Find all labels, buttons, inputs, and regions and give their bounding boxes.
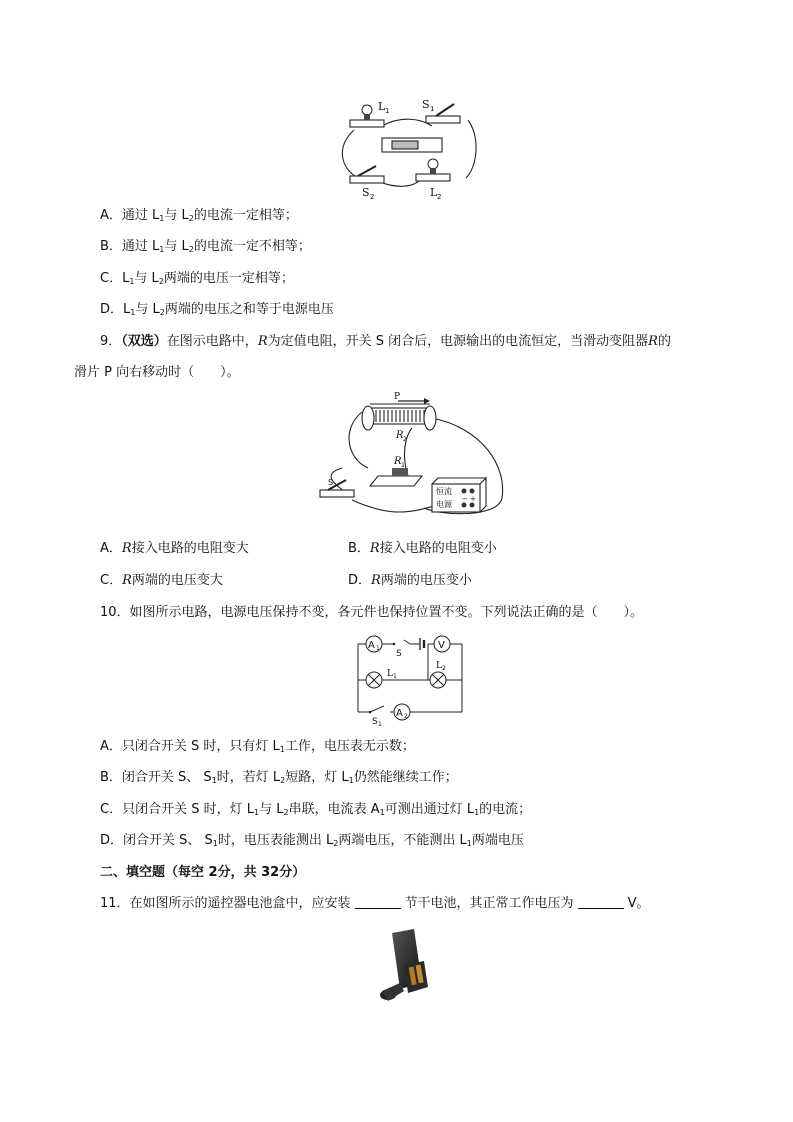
q9-box-label-bottom: 电源: [436, 500, 452, 509]
q9-circuit-figure: [312, 388, 512, 524]
q8-label-s1: S: [422, 98, 430, 111]
q9-label-r1: R: [394, 456, 402, 467]
section-2-title: 二、填空题（每空 2分，共 32分）: [100, 865, 306, 880]
q9-option-d: D．R两端的电压变小: [348, 573, 472, 588]
q11-blank-2[interactable]: [578, 896, 624, 909]
q10-label-a2: A: [396, 708, 403, 719]
q11-remote-photo: [370, 925, 440, 1009]
q10-option-b: B．闭合开关 S、 $S_1$时，若灯 $L_2$短路，灯 $L_1$仍然能继续工作；: [100, 770, 458, 785]
q10-label-l2: L: [436, 661, 442, 671]
svg-text:1: 1: [378, 721, 382, 726]
q10-label-a1: A: [368, 640, 375, 651]
q8-circuit-figure: [340, 96, 480, 200]
q9-stem-line2: 滑片 P 向右移动时（ ）。: [74, 365, 240, 380]
svg-text:1: 1: [393, 673, 397, 680]
q9-box-label-top: 恒流: [436, 487, 452, 496]
svg-text:− +: − +: [462, 495, 476, 503]
q10-label-v: V: [438, 640, 445, 651]
q10-circuit-figure: [350, 630, 470, 726]
q9-option-b: B．R接入电路的电阻变小: [348, 541, 497, 556]
q8-label-s2: S: [362, 186, 370, 199]
svg-text:1: 1: [430, 105, 435, 113]
q10-option-c: C．只闭合开关 S 时，灯 $L_1$与 $L_2$串联，电流表 $A_1$可测出通过灯 $L_1$的电流；: [100, 802, 532, 817]
svg-text:2: 2: [437, 193, 442, 200]
q8-option-b: B．通过 $L_1$与 $L_2$的电流一定不相等；: [100, 239, 311, 254]
q9-option-a: A．R接入电路的电阻变大: [100, 541, 249, 556]
q8-label-l2: L: [430, 186, 438, 199]
q9-stem-line1: 9．（双选）在图示电路中，R为定值电阻，开关 S 闭合后，电源输出的电流恒定，当滑动变阻器R的: [100, 334, 671, 349]
svg-text:2: 2: [404, 713, 408, 720]
q8-label-l1: L: [378, 100, 386, 113]
q10-option-d: D．闭合开关 S、 $S_1$时，电压表能测出 $L_2$两端电压，不能测出 $L_1$两端电压: [100, 833, 524, 848]
svg-text:2: 2: [442, 665, 446, 672]
svg-text:1: 1: [376, 645, 380, 652]
q10-label-s: S: [396, 649, 402, 659]
q9-label-s: S: [328, 478, 334, 487]
q10-stem: 10．如图所示电路，电源电压保持不变，各元件也保持位置不变。下列说法正确的是（ ）。: [100, 605, 644, 620]
svg-text:1: 1: [385, 107, 390, 115]
q9-option-c: C．R两端的电压变大: [100, 573, 223, 588]
q10-option-a: A．只闭合开关 S 时，只有灯 $L_1$工作，电压表无示数；: [100, 739, 415, 754]
q9-label-p: P: [394, 392, 401, 402]
q11-blank-1[interactable]: [355, 896, 401, 909]
q11-stem: 11．在如图所示的遥控器电池盒中，应安装 节干电池，其正常工作电压为 V。: [100, 896, 650, 911]
svg-text:1: 1: [401, 462, 405, 469]
q10-label-l1: L: [387, 669, 393, 679]
svg-text:2: 2: [403, 436, 407, 443]
q9-label-r2: R: [396, 430, 404, 441]
q10-label-s1: S: [372, 717, 378, 726]
q8-option-d: D．$L_1$与 $L_2$两端的电压之和等于电源电压: [100, 302, 334, 317]
q8-option-c: C．$L_1$与 $L_2$两端的电压一定相等；: [100, 271, 294, 286]
svg-text:2: 2: [370, 193, 375, 200]
q8-option-a: A．通过 $L_1$与 $L_2$的电流一定相等；: [100, 208, 298, 223]
